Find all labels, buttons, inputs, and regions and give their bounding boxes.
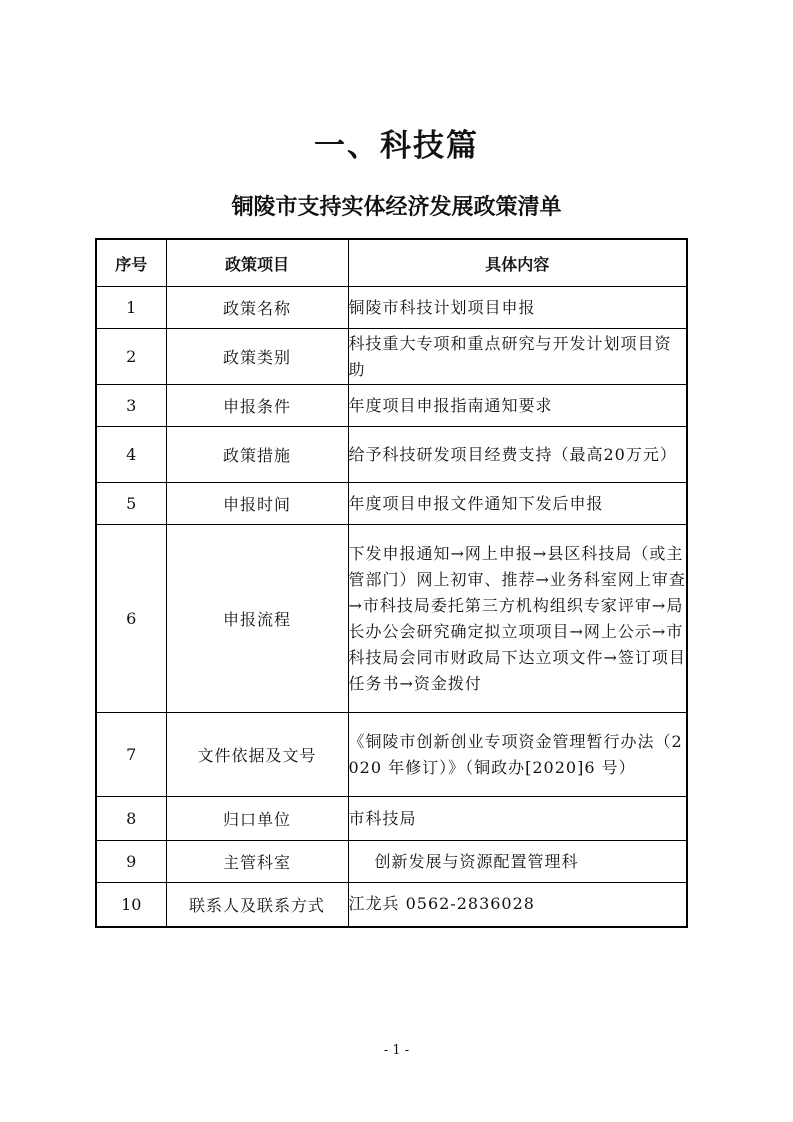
header-number: 序号 xyxy=(96,239,166,287)
header-policy-item: 政策项目 xyxy=(166,239,348,287)
row-number: 6 xyxy=(96,525,166,713)
row-content: 创新发展与资源配置管理科 xyxy=(348,841,687,883)
table-row xyxy=(96,883,687,927)
page-title: 一、科技篇 xyxy=(314,128,479,164)
table-header-row xyxy=(96,239,687,287)
header-content: 具体内容 xyxy=(348,239,687,287)
table-row xyxy=(96,841,687,883)
row-number: 1 xyxy=(96,287,166,329)
table-row xyxy=(96,797,687,841)
row-number: 3 xyxy=(96,385,166,427)
table-row xyxy=(96,385,687,427)
row-item: 申报时间 xyxy=(166,483,348,525)
row-number: 4 xyxy=(96,427,166,483)
row-content: 给予科技研发项目经费支持（最高20万元） xyxy=(348,427,687,483)
row-content: 年度项目申报指南通知要求 xyxy=(348,385,687,427)
row-item: 申报流程 xyxy=(166,525,348,713)
row-content: 下发申报通知→网上申报→县区科技局（或主管部门）网上初审、推荐→业务科室网上审查→市科技局委托第三方机构组织专家评审→局长办公会研究确定拟立项项目→网上公示→市科技局会同市财政局下达立项文件→签订项目任务书→资金拨付 xyxy=(348,525,687,713)
row-content: 铜陵市科技计划项目申报 xyxy=(348,287,687,329)
row-number: 10 xyxy=(96,883,166,927)
row-number: 2 xyxy=(96,329,166,385)
row-item: 文件依据及文号 xyxy=(166,713,348,797)
table-row xyxy=(96,329,687,385)
policy-table xyxy=(95,238,688,928)
row-content: 科技重大专项和重点研究与开发计划项目资助 xyxy=(348,329,687,385)
row-item: 申报条件 xyxy=(166,385,348,427)
row-number: 5 xyxy=(96,483,166,525)
row-content: 市科技局 xyxy=(348,797,687,841)
row-number: 7 xyxy=(96,713,166,797)
table-row xyxy=(96,713,687,797)
table-row xyxy=(96,427,687,483)
row-item: 政策措施 xyxy=(166,427,348,483)
row-item: 政策名称 xyxy=(166,287,348,329)
row-item: 归口单位 xyxy=(166,797,348,841)
row-content: 年度项目申报文件通知下发后申报 xyxy=(348,483,687,525)
row-content: 江龙兵 0562-2836028 xyxy=(348,883,687,927)
row-number: 9 xyxy=(96,841,166,883)
row-item: 政策类别 xyxy=(166,329,348,385)
table-row xyxy=(96,525,687,713)
row-item: 主管科室 xyxy=(166,841,348,883)
table-title: 铜陵市支持实体经济发展政策清单 xyxy=(231,195,562,220)
row-item: 联系人及联系方式 xyxy=(166,883,348,927)
row-number: 8 xyxy=(96,797,166,841)
table-row xyxy=(96,287,687,329)
row-content: 《铜陵市创新创业专项资金管理暂行办法（2020 年修订）》（铜政办[2020]6 号） xyxy=(348,713,687,797)
page-number: - 1 - xyxy=(383,1043,410,1058)
table-row xyxy=(96,483,687,525)
